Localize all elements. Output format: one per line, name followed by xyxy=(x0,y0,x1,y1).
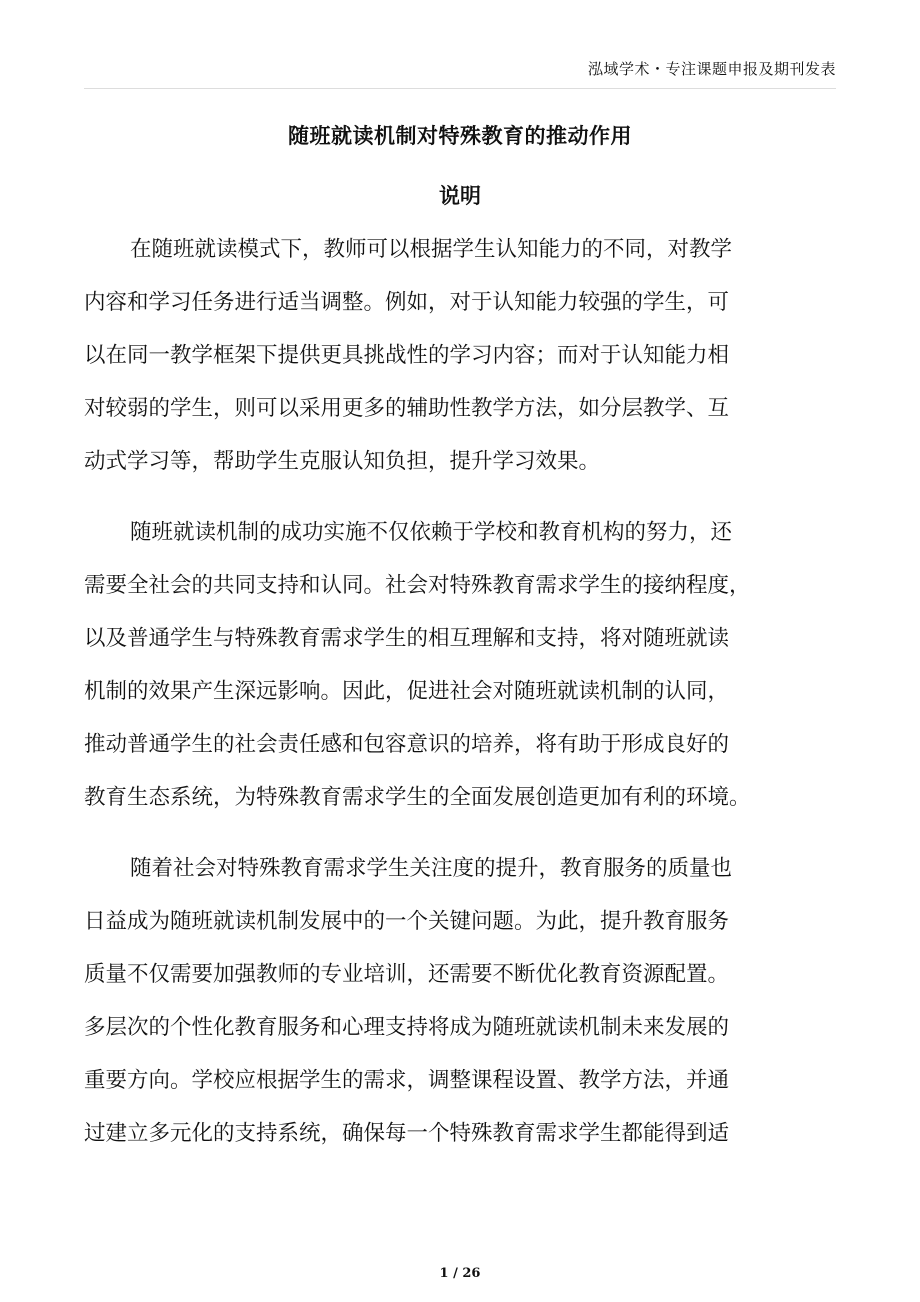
paragraph-line: 多层次的个性化教育服务和心理支持将成为随班就读机制未来发展的 xyxy=(84,1015,730,1040)
paragraph-line: 动式学习等，帮助学生克服认知负担，提升学习效果。 xyxy=(84,449,601,474)
paragraph-line: 质量不仅需要加强教师的专业培训，还需要不断优化教育资源配置。 xyxy=(84,962,730,987)
document-title: 随班就读机制对特殊教育的推动作用 xyxy=(288,124,632,148)
paragraph-line: 以在同一教学框架下提供更具挑战性的学习内容；而对于认知能力相 xyxy=(84,343,730,368)
paragraph-line: 随班就读机制的成功实施不仅依赖于学校和教育机构的努力，还 xyxy=(130,520,733,545)
paragraph-line: 教育生态系统，为特殊教育需求学生的全面发展创造更加有利的环境。 xyxy=(84,785,751,810)
paragraph-1 xyxy=(84,232,836,480)
paragraph-line: 日益成为随班就读机制发展中的一个关键问题。为此，提升教育服务 xyxy=(84,909,730,934)
paragraph-line: 推动普通学生的社会责任感和包容意识的培养，将有助于形成良好的 xyxy=(84,732,730,757)
paragraph-line: 内容和学习任务进行适当调整。例如，对于认知能力较强的学生，可 xyxy=(84,290,730,315)
section-heading: 说明 xyxy=(439,184,481,208)
paragraph-2 xyxy=(84,515,836,816)
paragraph-line: 以及普通学生与特殊教育需求学生的相互理解和支持，将对随班就读 xyxy=(84,626,730,651)
paragraph-line: 在随班就读模式下，教师可以根据学生认知能力的不同，对教学 xyxy=(130,237,733,262)
paragraph-line: 对较弱的学生，则可以采用更多的辅助性教学方法，如分层教学、互 xyxy=(84,396,730,421)
paragraph-line: 随着社会对特殊教育需求学生关注度的提升，教育服务的质量也 xyxy=(130,856,733,881)
header-brand-text: 泓域学术・专注课题申报及期刊发表 xyxy=(587,60,836,78)
document-body xyxy=(84,232,836,1169)
paragraph-line: 过建立多元化的支持系统，确保每一个特殊教育需求学生都能得到适 xyxy=(84,1121,730,1146)
paragraph-line: 重要方向。学校应根据学生的需求，调整课程设置、教学方法，并通 xyxy=(84,1068,730,1093)
paragraph-3 xyxy=(84,851,836,1152)
paragraph-line: 需要全社会的共同支持和认同。社会对特殊教育需求学生的接纳程度， xyxy=(84,573,751,598)
paragraph-line: 机制的效果产生深远影响。因此，促进社会对随班就读机制的认同， xyxy=(84,679,730,704)
page-number: 1 / 26 xyxy=(439,1266,481,1281)
header-divider xyxy=(84,88,836,89)
